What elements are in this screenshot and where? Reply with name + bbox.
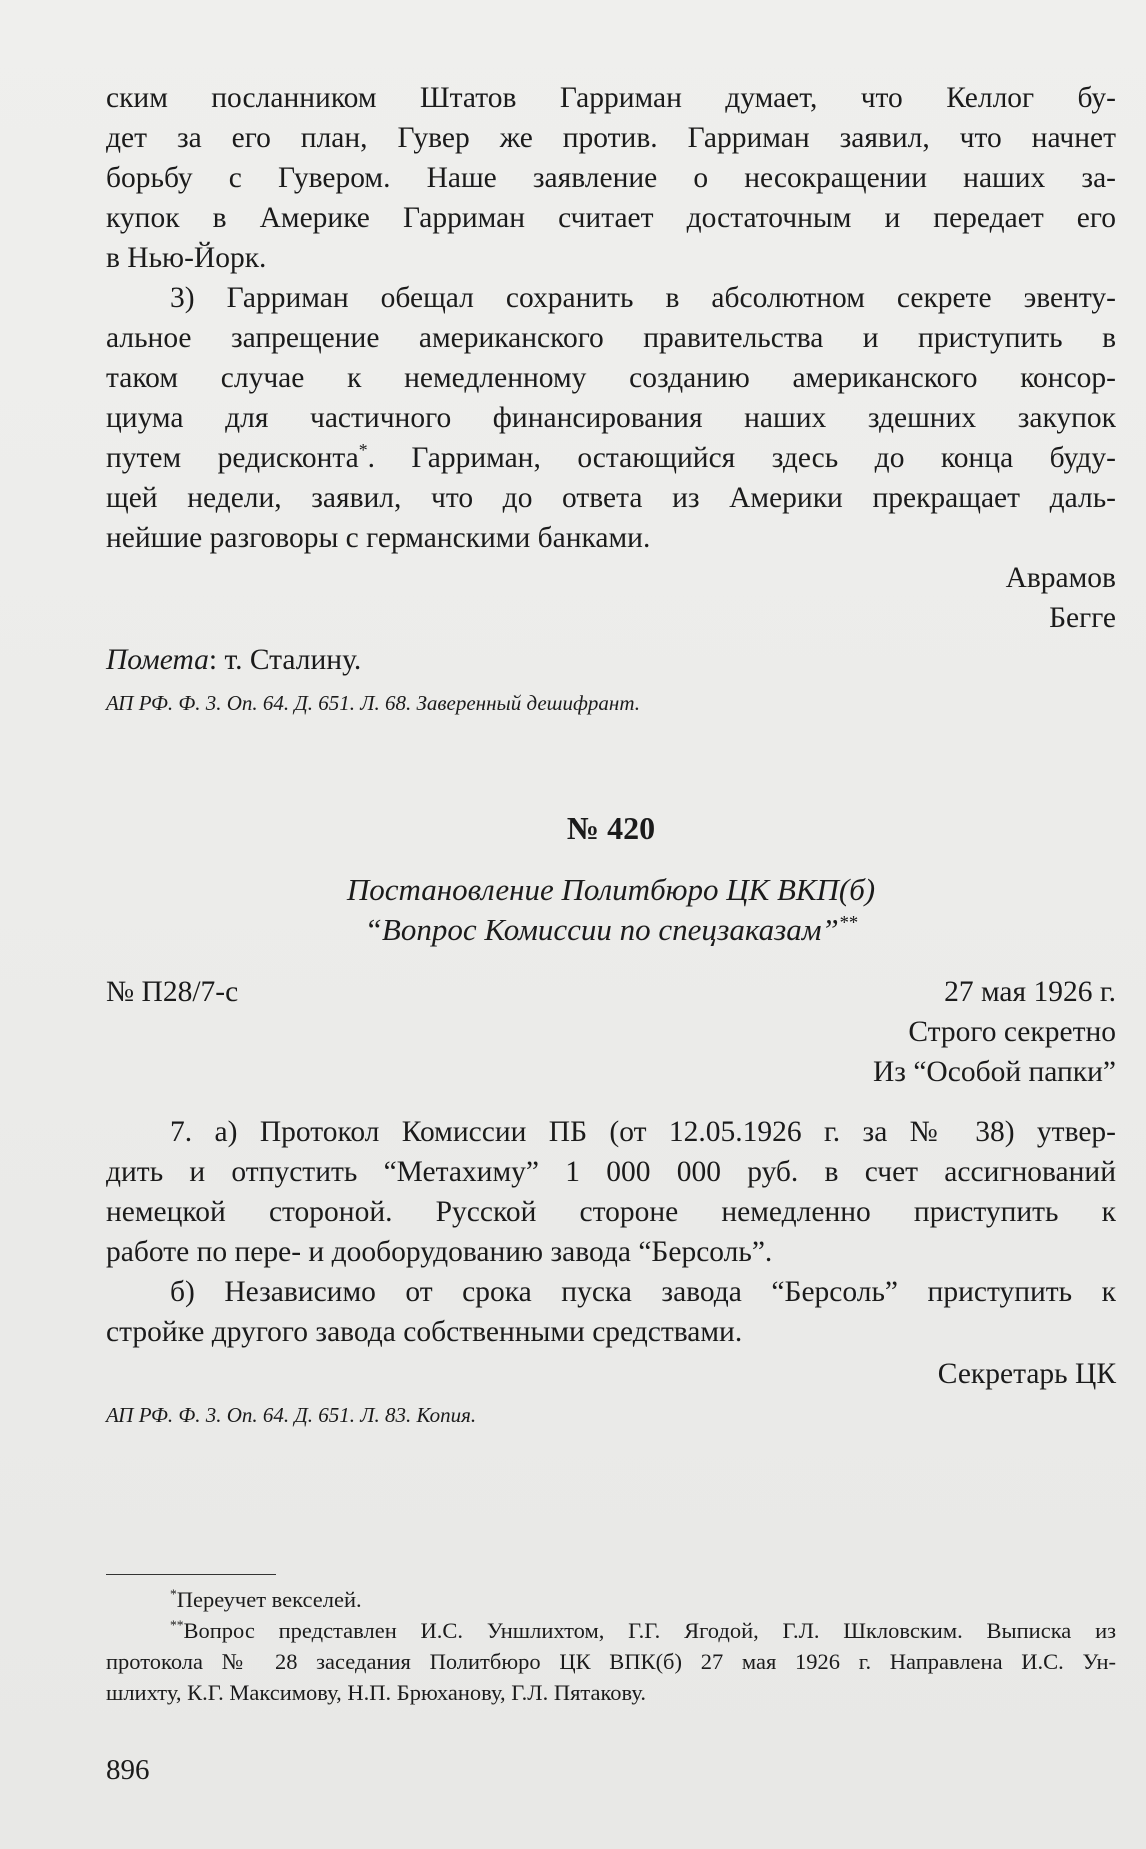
text-line: дет за его план, Гувер же против. Гарриман заявил, что начнет xyxy=(106,122,1116,154)
footnote-mark: * xyxy=(358,440,368,461)
page-number: 896 xyxy=(106,1754,150,1786)
title-line: Постановление Политбюро ЦК ВКП(б) xyxy=(346,872,876,907)
footnote-mark: ** xyxy=(838,912,858,934)
protocol-number: № П28/7-с xyxy=(106,976,239,1008)
signatories xyxy=(106,558,1116,638)
text-line: нейшие разговоры с германскими банками. xyxy=(106,522,651,554)
text-line: дить и отпустить “Метахиму” 1 000 000 руб. в счет ассигнований xyxy=(106,1156,1116,1188)
note-text: : т. Сталину. xyxy=(208,644,362,676)
document-header xyxy=(106,808,1116,848)
text-line: циума для частичного финансирования наших здешних закупок xyxy=(106,402,1116,434)
footnote-mark: * xyxy=(170,1586,177,1602)
footnote-divider xyxy=(106,1574,276,1575)
document-signature xyxy=(106,1354,1116,1394)
letter-paragraph-3 xyxy=(106,278,1116,558)
footnotes xyxy=(106,1584,1116,1708)
folder-stamp: Из “Особой папки” xyxy=(873,1056,1116,1088)
text-line: таком случае к немедленному созданию американского консор- xyxy=(106,362,1116,394)
note-line xyxy=(106,640,1116,680)
document-number: № 420 xyxy=(566,810,656,846)
footnote-2-line: протокола № 28 заседания Политбюро ЦК ВПК(б) 27 мая 1926 г. Направлена И.С. Ун- xyxy=(106,1649,1116,1674)
text-segment: путем редисконта xyxy=(106,442,359,474)
footnote-mark: ** xyxy=(170,1617,184,1633)
text-line: стройке другого завода собственными средствами. xyxy=(106,1316,743,1348)
footnote-text: Вопрос представлен И.С. Уншлихтом, Г.Г. Ягодой, Г.Л. Шкловским. Выписка из xyxy=(183,1618,1116,1643)
text-line: борьбу с Гувером. Наше заявление о несокращении наших за- xyxy=(106,162,1116,194)
title-text: “Вопрос Комиссии по спецзаказам” xyxy=(364,912,839,947)
note-label: Помета xyxy=(106,644,209,676)
signatory: Бегге xyxy=(1049,602,1116,634)
footnote-text: Переучет векселей. xyxy=(176,1587,362,1612)
text-line: альное запрещение американского правительства и приступить в xyxy=(106,322,1116,354)
secrecy-stamp: Строго секретно xyxy=(908,1016,1116,1048)
text-segment: . Гарриман, остающийся здесь до конца буду- xyxy=(367,442,1116,474)
document-title xyxy=(106,870,1116,950)
resolution-item-a xyxy=(106,1112,1116,1272)
text-line: в Нью-Йорк. xyxy=(106,242,267,274)
footnote-2-line xyxy=(106,1615,1116,1646)
text-line: 7. а) Протокол Комиссии ПБ (от 12.05.1926 г. за № 38) утвер- xyxy=(170,1116,1116,1148)
text-line: немецкой стороной. Русской стороне немедленно приступить к xyxy=(106,1196,1116,1228)
text-line: ским посланником Штатов Гарриман думает, что Келлог бу- xyxy=(106,82,1116,114)
letter-source xyxy=(106,688,1116,718)
title-line xyxy=(106,910,1116,950)
signatory: Аврамов xyxy=(1005,562,1116,594)
text-line: щей недели, заявил, что до ответа из Америки прекращает даль- xyxy=(106,482,1116,514)
archive-citation: АП РФ. Ф. 3. Оп. 64. Д. 651. Л. 83. Копия. xyxy=(106,1403,477,1427)
text-line-with-footnote xyxy=(106,438,1116,478)
document-source xyxy=(106,1400,1116,1430)
resolution-item-b xyxy=(106,1272,1116,1352)
text-line: работе по пере- и дооборудованию завода “Берсоль”. xyxy=(106,1236,773,1268)
text-line: б) Независимо от срока пуска завода “Берсоль” приступить к xyxy=(170,1276,1116,1308)
document-date: 27 мая 1926 г. xyxy=(944,976,1116,1008)
archive-citation: АП РФ. Ф. 3. Оп. 64. Д. 651. Л. 68. Заверенный дешифрант. xyxy=(106,691,641,715)
footnote-2-line: шлихту, К.Г. Максимову, Н.П. Брюханову, Г.Л. Пятакову. xyxy=(106,1680,647,1705)
text-line: 3) Гарриман обещал сохранить в абсолютном секрете эвенту- xyxy=(170,282,1116,314)
meta-row xyxy=(106,972,1116,1012)
footnote-1 xyxy=(106,1584,1116,1615)
document-meta xyxy=(106,972,1116,1092)
letter-paragraph-1 xyxy=(106,78,1116,278)
text-line: купок в Америке Гарриман считает достаточным и передает его xyxy=(106,202,1116,234)
signature: Секретарь ЦК xyxy=(937,1358,1116,1390)
